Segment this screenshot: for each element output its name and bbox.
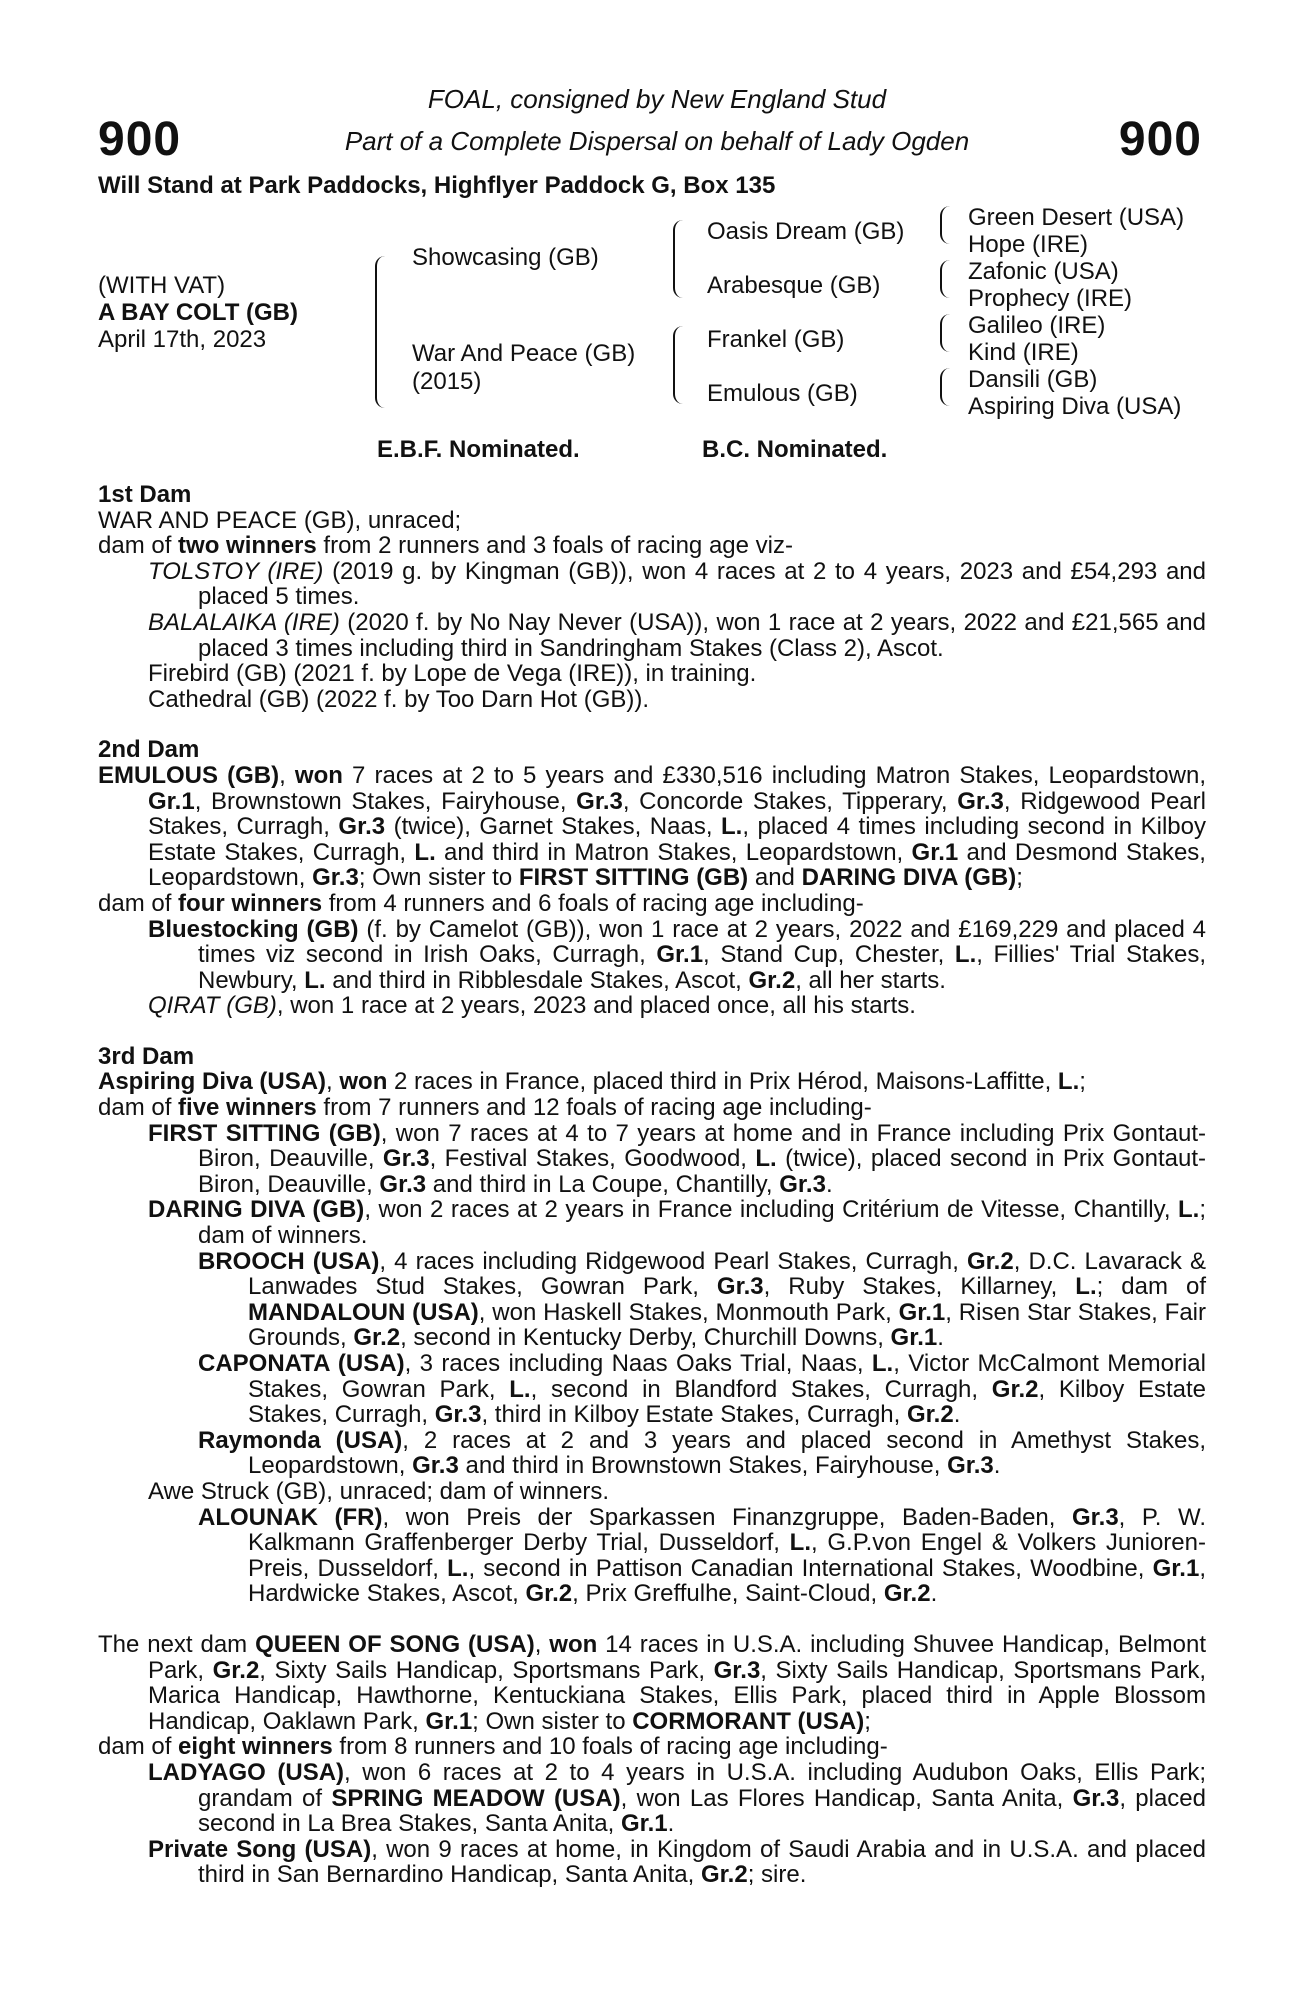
pedigree-dsd: Kind (IRE) [968,339,1079,366]
pedigree-sire: Showcasing (GB) [412,244,599,271]
pedigree-sire-sire: Oasis Dream (GB) [707,218,905,245]
produce-record: Firebird (GB) (2021 f. by Lope de Vega (IRE)), in training. [148,660,757,688]
horse-name: A BAY COLT (GB) [98,299,299,326]
second-dam-heading: 2nd Dam [98,736,200,764]
grandprogeny-record: CAPONATA (USA), 3 races including Naas Oaks Trial, Naas, L., Victor McCalmont Memorial Stakes, Gowran Park, L., second in Blandford Stakes, Curragh, Gr.2, Kilboy Estate Stakes, Curragh, Gr.3, third in Kilboy Estate Stakes, Curragh, Gr.2. [198,1350,1206,1429]
fourth-dam-record: The next dam QUEEN OF SONG (USA), won 14 races in U.S.A. including Shuvee Handicap, Belmont Park, Gr.2, Sixty Sails Handicap, Sportsmans Park, Gr.3, Sixty Sails Handicap, Sportsmans Park, Marica Handicap, Hawthorne, Kentuckiana Stakes, Ellis Park, placed third in Apple Blossom Handicap, Oaklawn Park, Gr.1; Own sister to CORMORANT (USA); [98,1630,1207,1735]
produce-record: Awe Struck (GB), unraced; dam of winners. [148,1477,610,1505]
third-dam-record: Aspiring Diva (USA), won 2 races in France, placed third in Prix Hérod, Maisons-Laffitte, L.; [98,1068,1086,1096]
brace-ss [940,206,956,244]
pedigree-dam: War And Peace (GB) [412,340,636,367]
ebf-nominated: E.B.F. Nominated. [377,436,580,463]
second-dam-summary: dam of four winners from 4 runners and 6 foals of racing age including- [98,889,864,917]
bc-nominated: B.C. Nominated. [702,436,888,463]
produce-record: Bluestocking (GB) (f. by Camelot (GB)), won 1 race at 2 years, 2022 and £169,229 and placed 4 times viz second in Irish Oaks, Curragh, Gr.1, Stand Cup, Chester, L., Fillies' Trial Stakes, Newbury, L. and third in Ribblesdale Stakes, Ascot, Gr.2, all her starts. [148,915,1206,994]
first-dam-summary: dam of two winners from 2 runners and 3 foals of racing age viz- [98,532,793,560]
brace-sd [940,260,956,298]
brace-dd [940,368,956,406]
grandprogeny-record: Raymonda (USA), 2 races at 2 and 3 years and placed second in Amethyst Stakes, Leopardstown, Gr.3 and third in Brownstown Stakes, Fairyhouse, Gr.3. [198,1426,1206,1480]
pedigree-dam-dam: Emulous (GB) [707,380,858,407]
catalogue-body [98,482,1206,1888]
brace-sire [673,220,689,298]
produce-record: LADYAGO (USA), won 6 races at 2 to 4 years in U.S.A. including Audubon Oaks, Ellis Park; grandam of SPRING MEADOW (USA), won Las Flores Handicap, Santa Anita, Gr.3, placed second in La Brea Stakes, Santa Anita, Gr.1. [148,1758,1207,1838]
produce-record: DARING DIVA (GB), won 2 races at 2 years in France including Critérium de Vitesse, Chantilly, L.; dam of winners. [148,1196,1207,1250]
fourth-dam-summary: dam of eight winners from 8 runners and 10 foals of racing age including- [98,1733,888,1761]
second-dam-record: EMULOUS (GB), won 7 races at 2 to 5 years and £330,516 including Matron Stakes, Leopardstown, Gr.1, Brownstown Stakes, Fairyhouse, Gr.3, Concorde Stakes, Tipperary, Gr.3, Ridgewood Pearl Stakes, Curragh, Gr.3 (twice), Garnet Stakes, Naas, L., placed 4 times including second in Kilboy Estate Stakes, Curragh, L. and third in Matron Stakes, Leopardstown, Gr.1 and Desmond Stakes, Leopardstown, Gr.3; Own sister to FIRST SITTING (GB) and DARING DIVA (GB); [98,761,1207,892]
brace-ds [940,314,956,352]
pedigree-dss: Galileo (IRE) [968,312,1106,339]
horse-dob: April 17th, 2023 [98,326,267,353]
grandprogeny-record: BROOCH (USA), 4 races including Ridgewood Pearl Stakes, Curragh, Gr.2, D.C. Lavarack & Lanwades Stud Stakes, Gowran Park, Gr.3, Ruby Stakes, Killarney, L.; dam of MANDALOUN (USA), won Haskell Stakes, Monmouth Park, Gr.1, Risen Star Stakes, Fair Grounds, Gr.2, second in Kentucky Derby, Churchill Downs, Gr.1. [198,1247,1207,1352]
first-dam-name: WAR AND PEACE (GB), unraced; [98,506,462,534]
pedigree-dam-year: (2015) [412,368,482,395]
consignor-line: FOAL, consigned by New England Stud [427,84,887,114]
pedigree-sss: Green Desert (USA) [968,204,1185,231]
brace-dam [673,326,689,404]
first-dam-heading: 1st Dam [98,481,192,508]
produce-record: Cathedral (GB) (2022 f. by Too Darn Hot (GB)). [148,685,650,713]
pedigree-sdd: Prophecy (IRE) [968,285,1133,312]
lot-number-left: 900 [98,113,182,166]
pedigree-sire-dam: Arabesque (GB) [707,272,881,299]
produce-record: BALALAIKA (IRE) (2020 f. by No Nay Never (USA)), won 1 race at 2 years, 2022 and £21,565 and placed 3 times including third in Sandringham Stakes (Class 2), Ascot. [148,608,1206,662]
lot-number-right: 900 [1118,113,1202,166]
vat-note: (WITH VAT) [98,272,226,299]
pedigree-ssd: Hope (IRE) [968,231,1089,258]
third-dam-summary: dam of five winners from 7 runners and 12 foals of racing age including- [98,1094,872,1122]
produce-record: TOLSTOY (IRE) (2019 g. by Kingman (GB)), won 4 races at 2 to 4 years, 2023 and £54,293 and placed 5 times. [148,557,1206,611]
pedigree-sds: Zafonic (USA) [968,258,1119,285]
dispersal-line: Part of a Complete Dispersal on behalf of Lady Ogden [344,126,970,156]
third-dam-heading: 3rd Dam [98,1042,195,1070]
brace-gen1 [375,256,391,408]
pedigree-dds: Dansili (GB) [968,366,1098,393]
pedigree-dam-sire: Frankel (GB) [707,326,845,353]
pedigree-ddd: Aspiring Diva (USA) [968,393,1182,420]
stand-location: Will Stand at Park Paddocks, Highflyer Paddock G, Box 135 [98,172,776,199]
produce-record: QIRAT (GB), won 1 race at 2 years, 2023 and placed once, all his starts. [148,992,916,1020]
produce-record: Private Song (USA), won 9 races at home, in Kingdom of Saudi Arabia and in U.S.A. and placed third in San Bernardino Handicap, Santa Anita, Gr.2; sire. [148,1835,1206,1889]
produce-record: FIRST SITTING (GB), won 7 races at 4 to 7 years at home and in France including Prix Gontaut-Biron, Deauville, Gr.3, Festival Stakes, Goodwood, L. (twice), placed second in Prix Gontaut-Biron, Deauville, Gr.3 and third in La Coupe, Chantilly, Gr.3. [148,1119,1206,1198]
grandprogeny-record: ALOUNAK (FR), won Preis der Sparkassen Finanzgruppe, Baden-Baden, Gr.3, P. W. Kalkmann Graffenberger Derby Trial, Dusseldorf, L., G.P.von Engel & Volkers Junioren-Preis, Dusseldorf, L., second in Pattison Canadian International Stakes, Woodbine, Gr.1, Hardwicke Stakes, Ascot, Gr.2, Prix Greffulhe, Saint-Cloud, Gr.2. [198,1503,1206,1608]
